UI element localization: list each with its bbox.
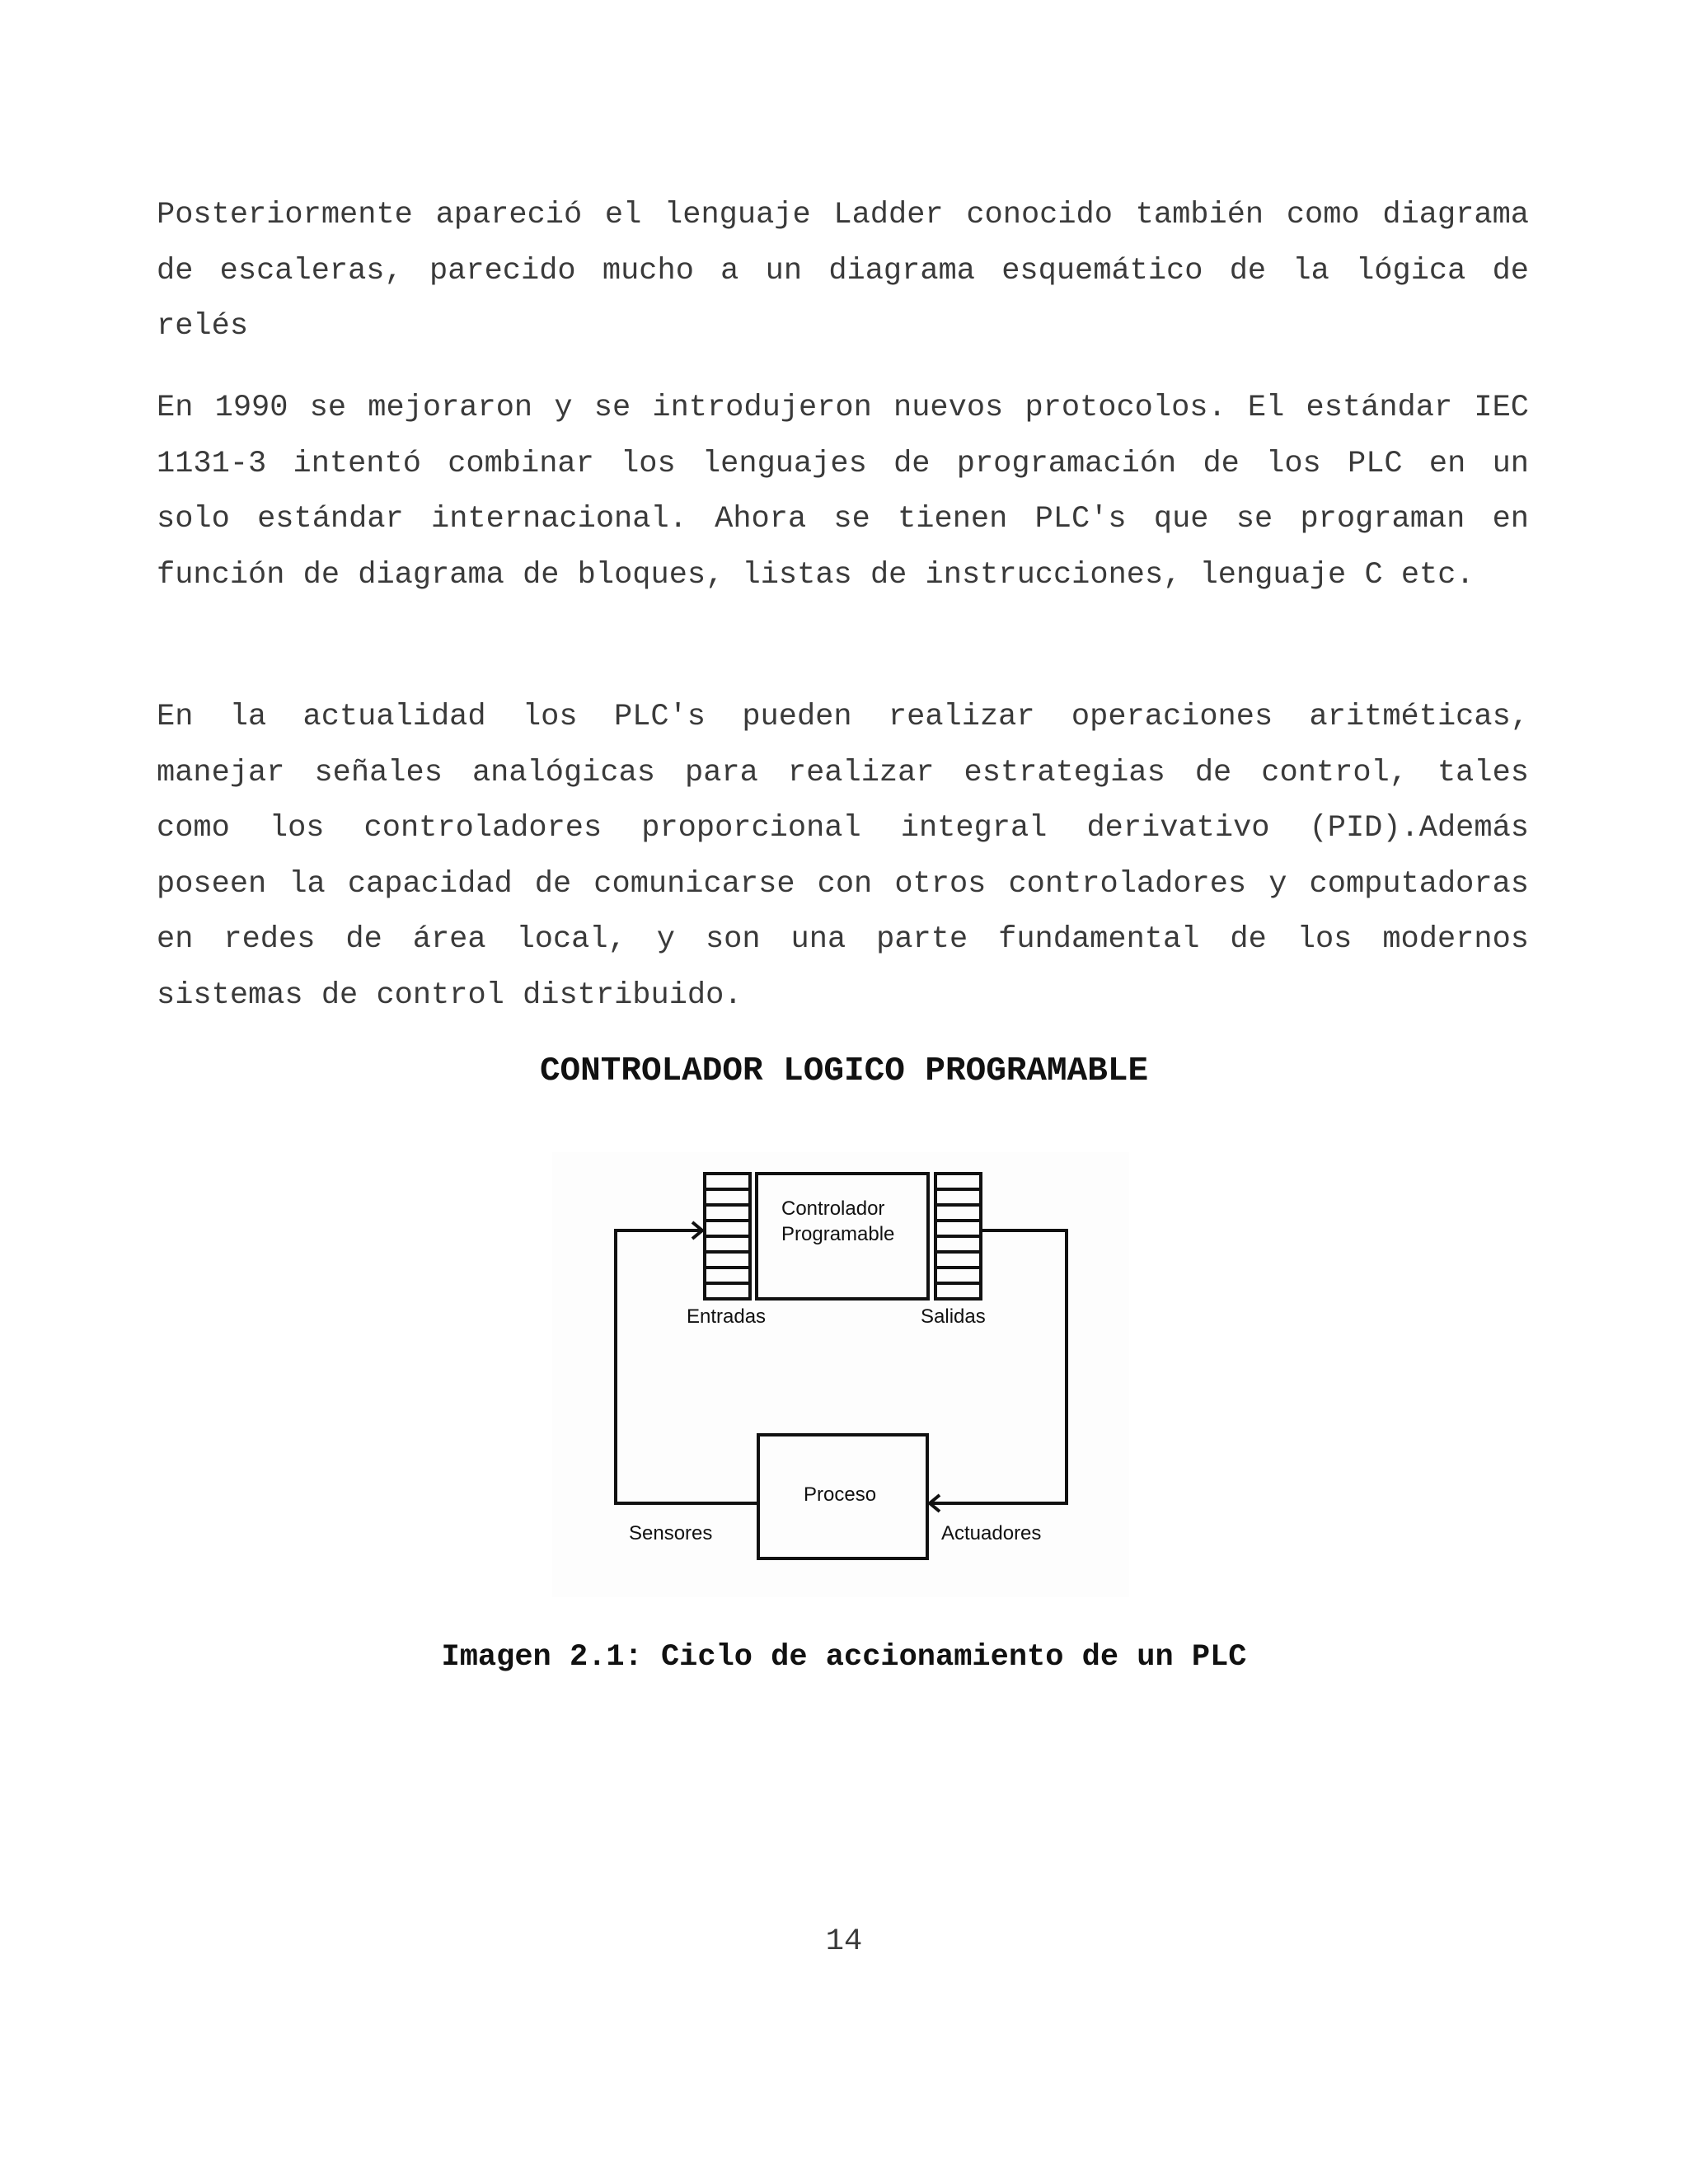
process-label: Proceso [804,1483,877,1506]
sensors-label: Sensores [629,1522,713,1544]
page-number: 14 [825,1924,863,1959]
controller-label-line2: Programable [781,1223,895,1245]
controller-label-line1: Controlador [781,1197,885,1220]
paragraph-current-plc: En la actualidad los PLC's pueden realizar operaciones aritméticas, manejar señales analógicas para realizar estrategias de control, tales como los controladores proporcional integral derivativo (PID).Además poseen la capacidad de comunicarse con otros controladores y computadoras en redes de área local, y son una parte fundamental de los modernos sistemas de control distribuido. [157,700,1529,1013]
figure-heading: CONTROLADOR LOGICO PROGRAMABLE [539,1052,1149,1090]
paragraph-iec-standard: En 1990 se mejoraron y se introdujeron nuevos protocolos. El estándar IEC 1131-3 intentó combinar los lenguajes de programación de los PLC en un solo estándar internacional. Ahora se tienen PLC's que se programan en función de diagrama de bloques, listas de instrucciones, lenguaje C etc. [157,391,1529,593]
actuators-label: Actuadores [941,1522,1042,1544]
figure-caption: Imagen 2.1: Ciclo de accionamiento de un PLC [441,1640,1247,1675]
paragraph-ladder: Posteriormente apareció el lenguaje Ladder conocido también como diagrama de escaleras, parecido mucho a un diagrama esquemático de la lógica de relés [157,198,1529,344]
outputs-label: Salidas [921,1305,986,1328]
plc-cycle-diagram [552,1152,1129,1597]
inputs-label: Entradas [687,1305,767,1328]
